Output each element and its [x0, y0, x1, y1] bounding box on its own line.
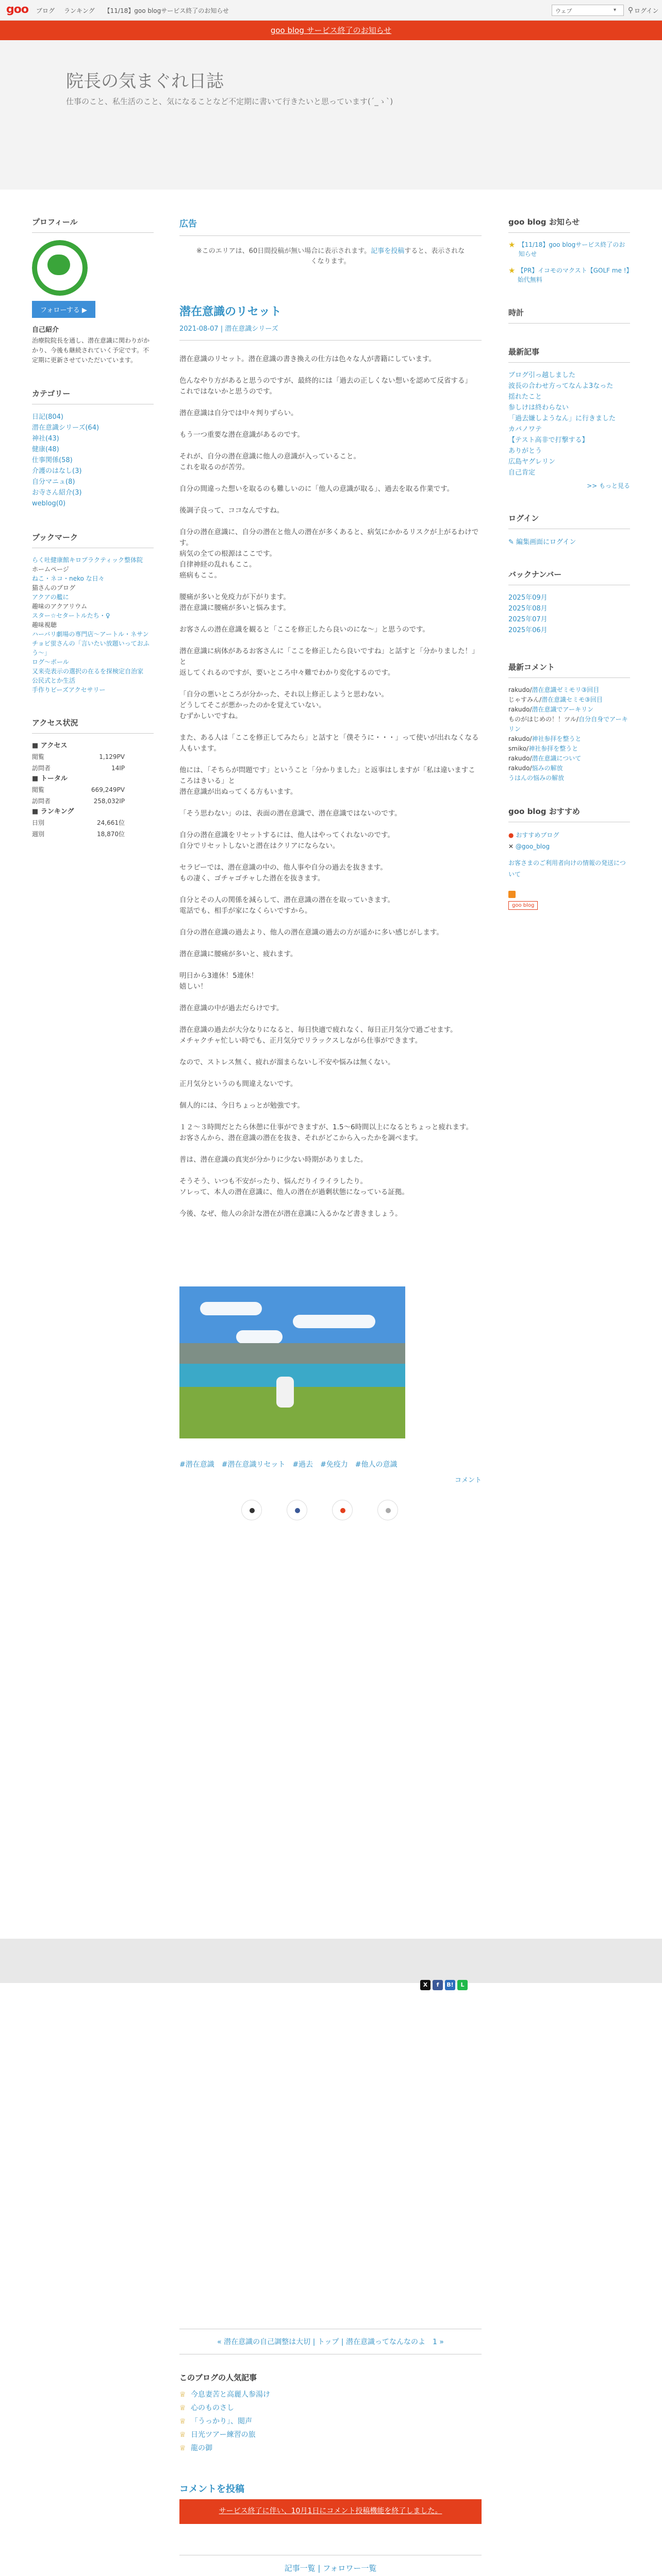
post-paragraph: 自分の間違った想いを取るのも難しいのに「他人の意識が取る」、過去を取る作業です。	[179, 485, 454, 493]
category-heading: カテゴリー	[32, 388, 154, 404]
profile-section	[32, 216, 154, 365]
more-link[interactable]: >> もっと見る	[587, 482, 630, 489]
comment-item[interactable]: うはんの悩みの解放	[508, 774, 565, 782]
recent-item[interactable]: 自己肯定	[508, 469, 536, 477]
recommend-heading: goo blog おすすめ	[508, 806, 630, 822]
post-paragraph: 色んなやり方があると思うのですが、最終的には「過去の正しくない想いを認めて反省する」 これではないかと思うのです。	[179, 377, 472, 396]
backnumber-item[interactable]: 2025年07月	[508, 616, 548, 623]
user-info-link[interactable]: お客さまのご利用者向けの情報の発送について	[508, 859, 626, 878]
pencil-icon: ✎	[508, 538, 514, 546]
blog-title[interactable]: 院長の気まぐれ日誌	[66, 71, 224, 92]
bookmark-item[interactable]: ねこ・ネコ・neko な日々 猫さんのブログ	[32, 575, 105, 591]
backnumber-item[interactable]: 2025年06月	[508, 626, 548, 634]
recent-item[interactable]: 波長の合わせ方ってなんよ3なった	[508, 382, 614, 390]
post-paragraph: 普は、潜在意識の真実が分かりに少ない時期がありました。	[179, 1156, 368, 1164]
goo-icon: ●	[508, 832, 514, 839]
post-paragraph: 自分とその人の関係を減らして、潜在意識の潜在を取っていきます。 電話でも、相手が家になくらいですから。	[179, 896, 395, 915]
hatena-share-icon[interactable]: B!	[445, 1980, 455, 1990]
post-paragraph: １２〜３時間だとたら休憩に仕事ができますが、1.5〜6時間以上になるとちょっと疲れます。 お客さんから、潜在意識の潜在を抜き、それがどこから入ったかを調べます。	[179, 1123, 473, 1142]
backnumber-item[interactable]: 2025年09月	[508, 594, 548, 602]
search-icon[interactable]: ⚲	[627, 6, 634, 14]
facebook-share-icon[interactable]: f	[433, 1980, 443, 1990]
popular-heading: このブログの人気記事	[179, 2373, 257, 2382]
comment-item[interactable]: ものがはじめの！！ツル/自分自身でアーキリン	[508, 716, 628, 733]
x-icon: ✕	[508, 843, 514, 850]
bookmark-list	[32, 555, 154, 694]
post-paragraph: 潜在意識に腰痛が多いと、疲れます。	[179, 950, 297, 958]
recent-list	[508, 370, 630, 478]
access-label: ■ アクセス	[32, 742, 68, 750]
login-heading: ログイン	[508, 513, 630, 529]
recent-item[interactable]: 広島ヤグレリン	[508, 458, 556, 466]
category-list	[32, 412, 154, 509]
stat-row: 閲覧 669,249PV	[32, 786, 125, 793]
recent-item[interactable]: 「過去嫌しようなん」に行きました	[508, 415, 616, 422]
tag-link[interactable]: #過去	[292, 1461, 313, 1469]
rss-link[interactable]	[508, 885, 630, 898]
post-paragraph: 潜在意識の中が過去だらけです。	[179, 1004, 284, 1012]
login-section	[508, 513, 630, 546]
crown-icon: ♕	[179, 2431, 186, 2439]
category-item[interactable]: 介護のはなし(3)	[32, 467, 82, 475]
post-paragraph: なので、ストレス無く、疲れが溜まらないし不安や悩みは無くない。	[179, 1058, 395, 1066]
comment-closed-notice	[179, 2499, 482, 2524]
post-category-link[interactable]: 潜在意識シリーズ	[225, 325, 278, 333]
post-meta: 2021-08-07 | 潜在意識シリーズ	[179, 323, 482, 341]
x-share-icon[interactable]: X	[420, 1980, 431, 1990]
stat-row: 訪問者 14IP	[32, 765, 125, 772]
popular-item[interactable]: ♕ 日光ツアー練習の旅	[179, 2428, 482, 2442]
post-paragraph: 潜在意識のリセット。潜在意識の書き換えの仕方は色々な人が書籍にしています。	[179, 355, 436, 363]
post-paragraph: 自分の潜在意識に、自分の潜在と他人の潜在が多くあると、病気にかかるリスクが上がるわけです。 病気の全ての根源はここです。 自律神経の乱れもここ。 癌病もここ。	[179, 528, 479, 580]
post-paragraph: そうそう、いつも不安がったり、悩んだりイライラしたり。 ソレって、本人の潜在意識に、他人の潜在が過剰状態になっている証拠。	[179, 1177, 409, 1196]
bookmark-heading: ブックマーク	[32, 532, 154, 548]
tag-link[interactable]: #潜在意識	[179, 1461, 214, 1469]
post-paragraph: 他には、「そちらが問題です」ということ「分かりました」と返事はしますが「私は違いますこころはきいる」と 潜在意識が出ぬってくる方もいます。	[179, 766, 475, 796]
category-item[interactable]: 仕事関係(58)	[32, 456, 73, 464]
right-sidebar	[508, 216, 630, 933]
top-nav-ranking[interactable]: ランキング	[64, 7, 95, 14]
avatar[interactable]	[32, 240, 88, 296]
footer-band	[0, 1939, 662, 1983]
post-photo[interactable]	[179, 1286, 405, 1438]
popular-item[interactable]: ♕ 心のものさし	[179, 2401, 482, 2415]
blog-tagline: 仕事のこと、私生活のこと、気になることなど不定期に書いて行きたいと思っています(´_ゝ`)	[66, 97, 393, 106]
post-article-link[interactable]: 記事を投稿	[371, 247, 405, 255]
notices-section	[508, 216, 630, 284]
crown-icon: ♕	[179, 2404, 186, 2412]
category-item[interactable]: お寺さん紹介(3)	[32, 489, 82, 497]
total-label: ■ トータル	[32, 775, 68, 783]
share-buttons	[179, 1500, 482, 1520]
recent-section	[508, 346, 630, 490]
twitter-link[interactable]: ✕ @goo_blog	[508, 843, 550, 850]
backnumber-heading: バックナンバー	[508, 569, 630, 585]
backnumber-item[interactable]: 2025年08月	[508, 605, 548, 613]
recent-item[interactable]: 揺れたこと	[508, 393, 542, 401]
comment-item[interactable]: rakudo/潜在意識について	[508, 755, 582, 762]
post-paragraph: 自分の潜在意識をリセットするには、他人はやってくれないのです。 自分でリセットしないと潜在はクリアにならない。	[179, 831, 394, 850]
notice-item[interactable]: ★ 【PR】イコモのマクスト【GOLF me !】始代無料	[508, 266, 630, 283]
post-paragraph: もう一つ重要な潜在意識があるのです。	[179, 431, 304, 439]
bookmark-section	[32, 532, 154, 694]
clock-section	[508, 307, 630, 324]
clock-heading: 時計	[508, 307, 630, 324]
comment-item[interactable]: rakudo/悩みの解放	[508, 765, 563, 772]
comment-item[interactable]: rakudo/潜在意識でアーキリン	[508, 706, 594, 713]
post-paragraph: 正月気分というのも間違えないです。	[179, 1080, 297, 1088]
recent-item[interactable]: ありがとう	[508, 447, 542, 455]
category-item[interactable]: 神社(43)	[32, 435, 59, 443]
comment-item[interactable]: rakudo/神社参拝を整うと	[508, 735, 582, 742]
bookmark-item[interactable]: アクアの艦に 趣味のアクアリウム	[32, 594, 88, 610]
bookmark-item[interactable]: スター☆セタートルたち・♀ 趣味視聴	[32, 612, 110, 629]
category-item[interactable]: weblog(0)	[32, 500, 66, 507]
bookmark-item[interactable]: チョビ蛍さんの「言いたい放題いっておふう〜」	[32, 640, 150, 656]
post-paragraph: 腰痛が多いと免疫力が下がります。 潜在意識に腰痛が多いと悩みます。	[179, 593, 290, 612]
post-paragraph: また、ある人は「ここを修正してみたら」と話すと「僕そうに・・・」って使いが出れなくなる人もいます。	[179, 734, 479, 753]
recent-item[interactable]: 参しけは終わらない	[508, 404, 569, 412]
stat-row: 訪問者 258,032IP	[32, 798, 125, 805]
bookmark-item[interactable]: ハーバリ劇場の専門店〜アートル・ネサン	[32, 631, 149, 638]
comment-item[interactable]: じゃすみん/潜在意識セミモ③回目	[508, 696, 603, 703]
post-paragraph: 潜在意識は自分では中々判りずらい。	[179, 409, 298, 417]
bottom-main	[179, 2329, 482, 2576]
comment-post-heading: コメントを投稿	[179, 2484, 244, 2495]
ad-note: ※このエリアは、60日間投稿が無い場合に表示されます。記事を投稿すると、表示されなくなります。	[196, 247, 465, 265]
post-paragraph: 個人的には、今日ちょっとが勉強です。	[179, 1101, 304, 1110]
star-icon: ★	[508, 266, 516, 275]
post-paragraph: 潜在意識に病体があるお客さんに「ここを修正したら良いですね」と話すと「分かりました！」と 返してくれるのですが、要いところ中々難でわかり変化するのです。	[179, 647, 479, 677]
chevron-down-icon[interactable]: ▾	[613, 7, 617, 13]
share-facebook-icon[interactable]	[287, 1500, 307, 1520]
service-end-link[interactable]: goo blog サービス終了のお知らせ	[270, 26, 392, 35]
ad-heading: 広告	[179, 216, 482, 236]
category-item[interactable]: 潜在意識シリーズ(64)	[32, 424, 100, 432]
ranking-label: ■ ランキング	[32, 808, 74, 816]
goo-blog-badge[interactable]: goo blog	[508, 901, 538, 910]
bookmark-item[interactable]: 又来売表示の選択の在るを探検定自治家	[32, 668, 144, 675]
category-item[interactable]: 健康(48)	[32, 446, 59, 453]
share-x-icon[interactable]	[241, 1500, 262, 1520]
tag-link[interactable]: #潜在意識リセット	[221, 1461, 286, 1469]
category-item[interactable]: 日記(804)	[32, 413, 63, 421]
post-paragraph: セラピーでは、潜在意識の中の、他人事や自分の過去を抜きます。 もの凄く、ゴチャゴチャした潜在を抜きます。	[179, 863, 387, 883]
recommend-section	[508, 806, 630, 910]
stat-row: 閲覧 1,129PV	[32, 753, 125, 760]
share-hatena-icon[interactable]	[332, 1500, 353, 1520]
stat-row: 日別 24,661位	[32, 819, 125, 826]
service-end-banner	[0, 21, 662, 40]
share-line-icon[interactable]	[377, 1500, 398, 1520]
category-section	[32, 388, 154, 509]
category-item[interactable]: 自分マニュ(8)	[32, 478, 75, 486]
profile-heading: プロフィール	[32, 216, 154, 233]
post-paragraph: お客さんの潜在意識を観ると「ここを修正したら良いのにな〜」と思うのです。	[179, 625, 429, 634]
post-paragraph: 「そう思わない」のは、表面の潜在意識で、潜在意識ではないのです。	[179, 809, 402, 818]
popular-item[interactable]: ♕ 今息妻苦と高麗人参湯け	[179, 2388, 482, 2401]
recent-heading: 最新記事	[508, 346, 630, 363]
comment-link[interactable]: コメント	[454, 1477, 482, 1484]
recent-item[interactable]: 【テスト高非で打撃する】	[508, 436, 589, 444]
notices-heading: goo blog お知らせ	[508, 216, 630, 233]
edit-login-link[interactable]: ✎ 編集画面にログイン	[508, 538, 576, 546]
tag-list	[179, 1459, 482, 1469]
social-icons	[420, 1980, 468, 1990]
top-nav	[36, 6, 229, 15]
left-sidebar	[32, 216, 154, 862]
post-paragraph: それが、自分の潜在意識に他人の意識が入っていること。 これを取るのが苦労。	[179, 452, 360, 471]
comment-item[interactable]: rakudo/潜在意識ゼミモリ③回目	[508, 686, 600, 693]
recent-item[interactable]: カバノワテ	[508, 426, 542, 433]
list-links[interactable]: 記事一覧 | フォロワー一覧	[179, 2555, 482, 2576]
post-paragraph: 後調子良って、ココなんですね。	[179, 506, 284, 515]
tag-link[interactable]: #他人の意識	[355, 1461, 398, 1469]
notice-item[interactable]: ★ 【11/18】goo blogサービス終了のお知らせ	[508, 240, 625, 258]
access-section	[32, 717, 154, 840]
bookmark-item[interactable]: らく吐健康館キロプラクティック整体院 ホームページ	[32, 556, 143, 573]
line-share-icon[interactable]: L	[457, 1980, 468, 1990]
blog-header	[0, 40, 662, 190]
self-intro-text: 治療院院長を通し、潜在意識に関わりがかかり、今後も継続されていく予定です。不定期に更新させていただいています。	[32, 337, 150, 364]
backnumber-section	[508, 569, 630, 639]
main-content	[179, 216, 482, 1520]
comments-section	[508, 662, 630, 783]
top-nav-blog[interactable]: ブログ	[36, 7, 55, 14]
post-date: 2021-08-07	[179, 325, 219, 333]
crown-icon: ♕	[179, 2417, 186, 2426]
bookmark-item[interactable]: 公民式とか生活	[32, 677, 76, 684]
follow-button[interactable]: フォローする ▶	[32, 301, 95, 318]
comments-heading: 最新コメント	[508, 662, 630, 678]
post-paragraph: 潜在意識の過去が大分なりになると、毎日快適で疲れなく、毎日正月気分で過ごせます。 メチャクチャ忙しい時でも、正月気分でリラックスしながら仕事ができます。	[179, 1026, 457, 1045]
search-input[interactable]: ウェブ	[552, 5, 624, 16]
post-paragraph: 「自分の悪いところが分かった、それ以上修正しようと思わない。 どうしてそこが悪かったのかを覚えていない。 むずかしいですね。	[179, 690, 388, 720]
recommend-blog-link[interactable]: ● おすすめブログ	[508, 832, 559, 839]
post-paragraph: 今後、なぜ、他人の余計な潜在が潜在意識に入るかなど書きましょう。	[179, 1210, 402, 1218]
crown-icon: ♕	[179, 2391, 186, 2399]
post-title[interactable]: 潜在意識のリセット	[179, 306, 282, 318]
popular-item[interactable]: ♕ 龍の御	[179, 2442, 482, 2455]
prev-next-nav[interactable]: « 潜在意識の自己調整は大切 | トップ | 潜在意識ってなんなのよ 1 »	[179, 2329, 482, 2354]
goo-logo[interactable]: goo	[6, 3, 28, 16]
recent-item[interactable]: ブログ引っ越しました	[508, 371, 576, 379]
login-link[interactable]: ログイン	[634, 7, 659, 14]
post-body	[179, 354, 482, 1219]
top-bar	[0, 0, 662, 21]
tag-link[interactable]: #免疫力	[320, 1461, 348, 1469]
rss-icon	[508, 891, 516, 898]
popular-item[interactable]: ♕ 「うっかり」、閲声	[179, 2415, 482, 2428]
star-icon: ★	[508, 240, 516, 249]
backnumber-list[interactable]	[508, 592, 630, 639]
bookmark-item[interactable]: 手作りビーズアクセサリー	[32, 686, 106, 693]
stat-row: 週別 18,870位	[32, 831, 125, 838]
top-nav-notice[interactable]: 【11/18】goo blogサービス終了のお知らせ	[104, 7, 229, 14]
access-heading: アクセス状況	[32, 717, 154, 734]
comment-closed-link[interactable]: サービス終了に伴い、10月1日にコメント投稿機能を終了しました。	[219, 2507, 442, 2515]
bookmark-item[interactable]: ログ〜ポール	[32, 658, 69, 666]
comment-item[interactable]: smiko/神社参拝を整うと	[508, 745, 578, 752]
post-paragraph: 自分の潜在意識の過去より、他人の潜在意識の過去の方が遥かに多い感じがします。	[179, 928, 443, 937]
post-paragraph: 明日から3連休！5連休！ 嬉しい！	[179, 972, 258, 991]
crown-icon: ♕	[179, 2444, 186, 2452]
self-intro-heading: 自己紹介	[32, 326, 59, 334]
